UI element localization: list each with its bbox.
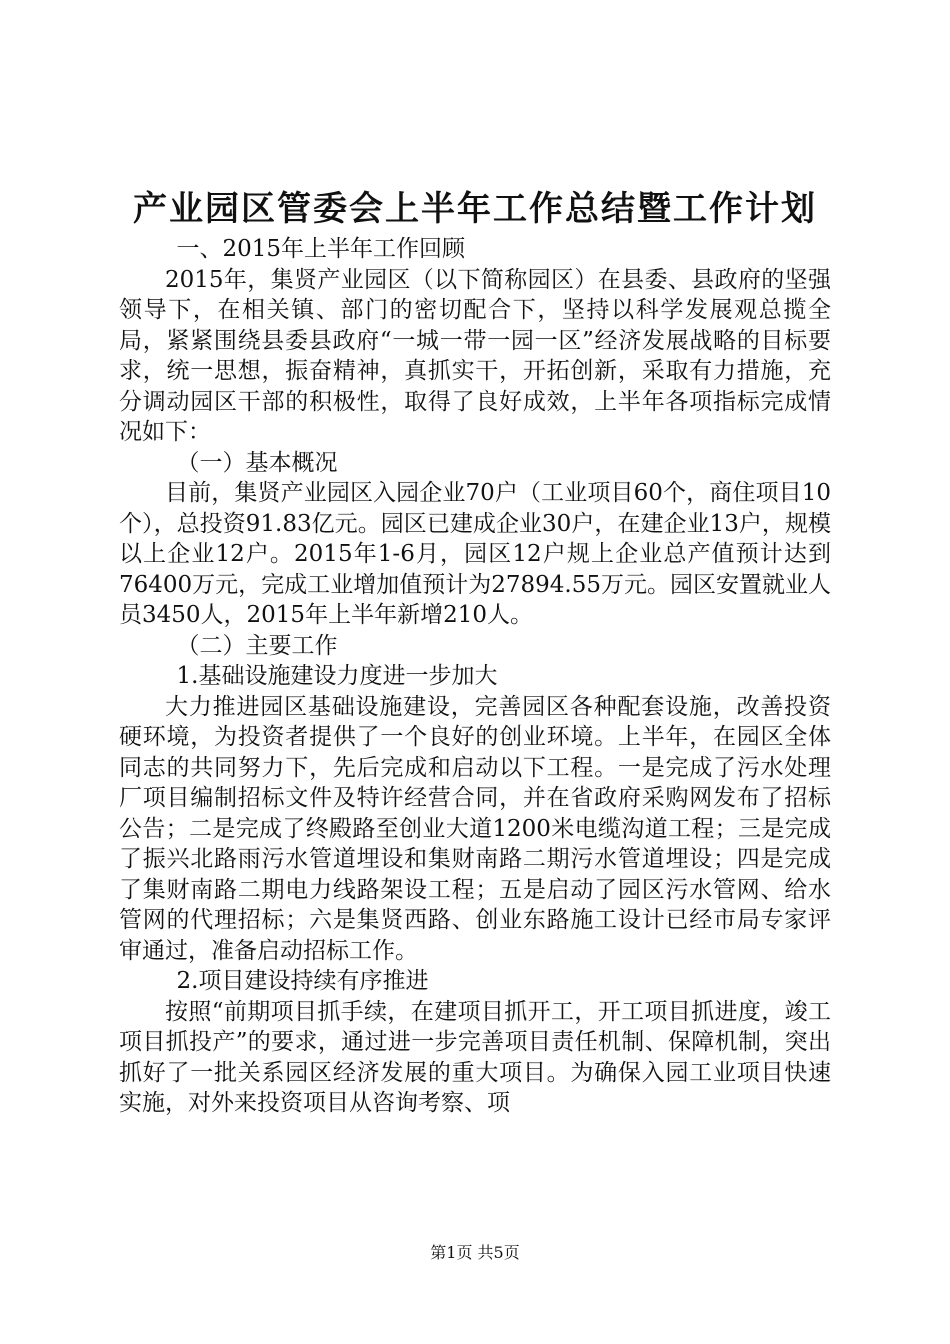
section-heading: （二）主要工作 xyxy=(176,632,338,659)
section-heading: 一、2015年上半年工作回顾 xyxy=(176,236,466,262)
body-paragraph: 目前，集贤产业园区入园企业70户（工业项目60个，商住项目10个），总投资91.83亿元。园区已建成企业30户，在建企业13户，规模以上企业12户。2015年1-6月，园区12户规上企业总产值预计达到76400万元，完成工业增加值预计为27894.55万元。园区安置就业人员3450人，2015年上半年新增210人。 xyxy=(119,480,831,628)
section-heading: （一）基本概况 xyxy=(176,449,338,476)
section-heading: 1.基础设施建设力度进一步加大 xyxy=(176,663,498,689)
document-title: 产业园区管委会上半年工作总结暨工作计划 xyxy=(133,189,817,229)
body-paragraph: 大力推进园区基础设施建设，完善园区各种配套设施，改善投资硬环境，为投资者提供了一个良好的创业环境。上半年，在园区全体同志的共同努力下，先后完成和启动以下工程。一是完成了污水处理厂项目编制招标文件及特许经营合同，并在省政府采购网发布了招标公告；二是完成了终殿路至创业大道1200米电缆沟道工程；三是完成了振兴北路雨污水管道埋设和集财南路二期污水管道埋设；四是完成了集财南路二期电力线路架设工程；五是启动了园区污水管网、给水管网的代理招标；六是集贤西路、创业东路施工设计已经市局专家评审通过，准备启动招标工作。 xyxy=(119,693,831,964)
section-heading: 2.项目建设持续有序推进 xyxy=(176,968,429,994)
document-body xyxy=(119,234,831,1119)
page-footer: 第1页 共5页 xyxy=(430,1243,520,1262)
body-paragraph: 2015年，集贤产业园区（以下简称园区）在县委、县政府的坚强领导下，在相关镇、部门的密切配合下，坚持以科学发展观总揽全局，紧紧围绕县委县政府“一城一带一园一区”经济发展战略的目标要求，统一思想，振奋精神，真抓实干，开拓创新，采取有力措施，充分调动园区干部的积极性，取得了良好成效，上半年各项指标完成情况如下： xyxy=(119,266,831,445)
body-paragraph: 按照“前期项目抓手续，在建项目抓开工，开工项目抓进度，竣工项目抓投产”的要求，通过进一步完善项目责任机制、保障机制，突出抓好了一批关系园区经济发展的重大项目。为确保入园工业项目快速实施，对外来投资项目从咨询考察、项 xyxy=(119,998,831,1116)
